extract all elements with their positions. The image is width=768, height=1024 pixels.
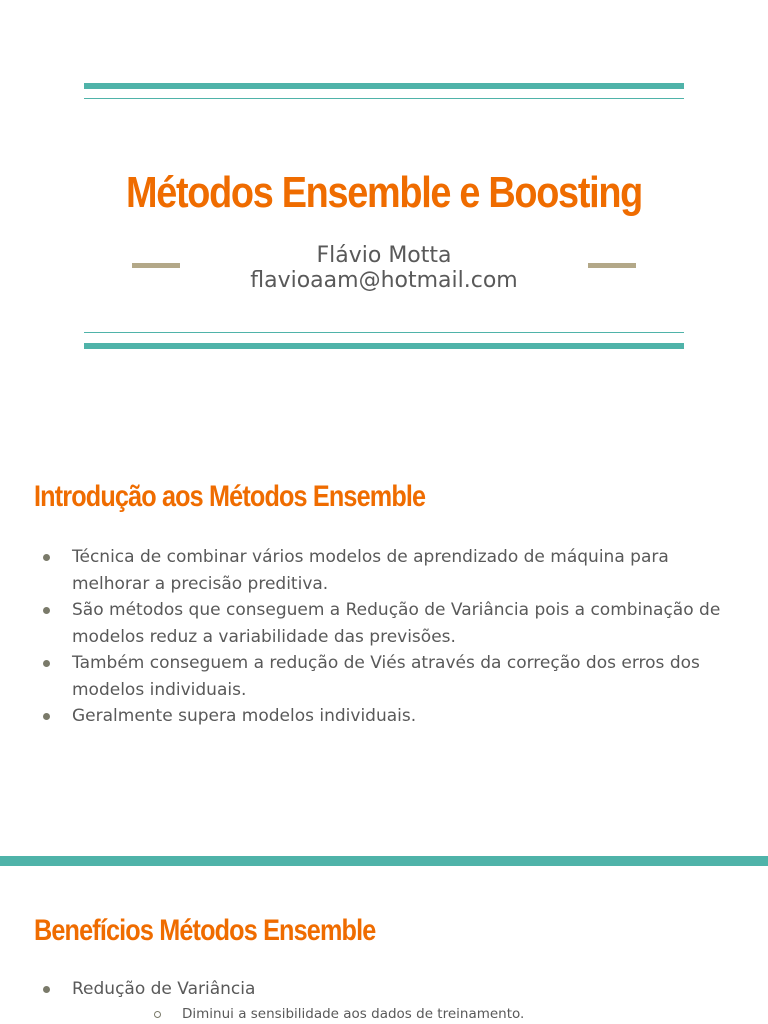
bullet-dot-icon (43, 607, 50, 614)
slide-title: Métodos Ensemble e Boosting (125, 168, 642, 217)
slide-divider (0, 856, 768, 866)
list-item-text: São métodos que conseguem a Redução de Variância pois a combinação de modelos reduz a variabilidade das previsões. (72, 600, 721, 647)
bullet-dot-icon (43, 713, 50, 720)
bullet-list (0, 544, 732, 730)
author-name: Flávio Motta (316, 243, 452, 268)
list-item (0, 597, 732, 650)
intro-slide (0, 432, 768, 856)
bullet-dot-icon (43, 554, 50, 561)
list-item-text: Técnica de combinar vários modelos de aprendizado de máquina para melhorar a precisão preditiva. (72, 547, 669, 594)
list-item (0, 976, 732, 1024)
bullet-dot-icon (43, 660, 50, 667)
sub-list-item (72, 1003, 768, 1024)
top-thick-rule (84, 83, 684, 89)
slide-heading: Introdução aos Métodos Ensemble (34, 480, 426, 513)
list-item-text: Geralmente supera modelos individuais. (72, 706, 417, 726)
top-thin-rule (84, 98, 684, 99)
bullet-dot-icon (43, 986, 50, 993)
list-item (0, 650, 732, 703)
bottom-thick-rule (84, 343, 684, 349)
slide-heading: Benefícios Métodos Ensemble (34, 914, 376, 947)
benefits-slide (0, 866, 768, 1024)
sub-list (72, 1003, 732, 1024)
bullet-list (0, 976, 732, 1024)
list-item-text: Também conseguem a redução de Viés através da correção dos erros dos modelos individuais. (72, 653, 700, 700)
list-item (0, 703, 732, 730)
list-item-text: Redução de Variância (72, 979, 256, 999)
hollow-bullet-icon (154, 1011, 161, 1018)
bottom-thin-rule (84, 332, 684, 333)
author-email: flavioaam@hotmail.com (250, 268, 518, 293)
sub-list-item-text: Diminui a sensibilidade aos dados de treinamento. (182, 1005, 525, 1022)
list-item (0, 544, 732, 597)
title-slide (0, 0, 768, 432)
